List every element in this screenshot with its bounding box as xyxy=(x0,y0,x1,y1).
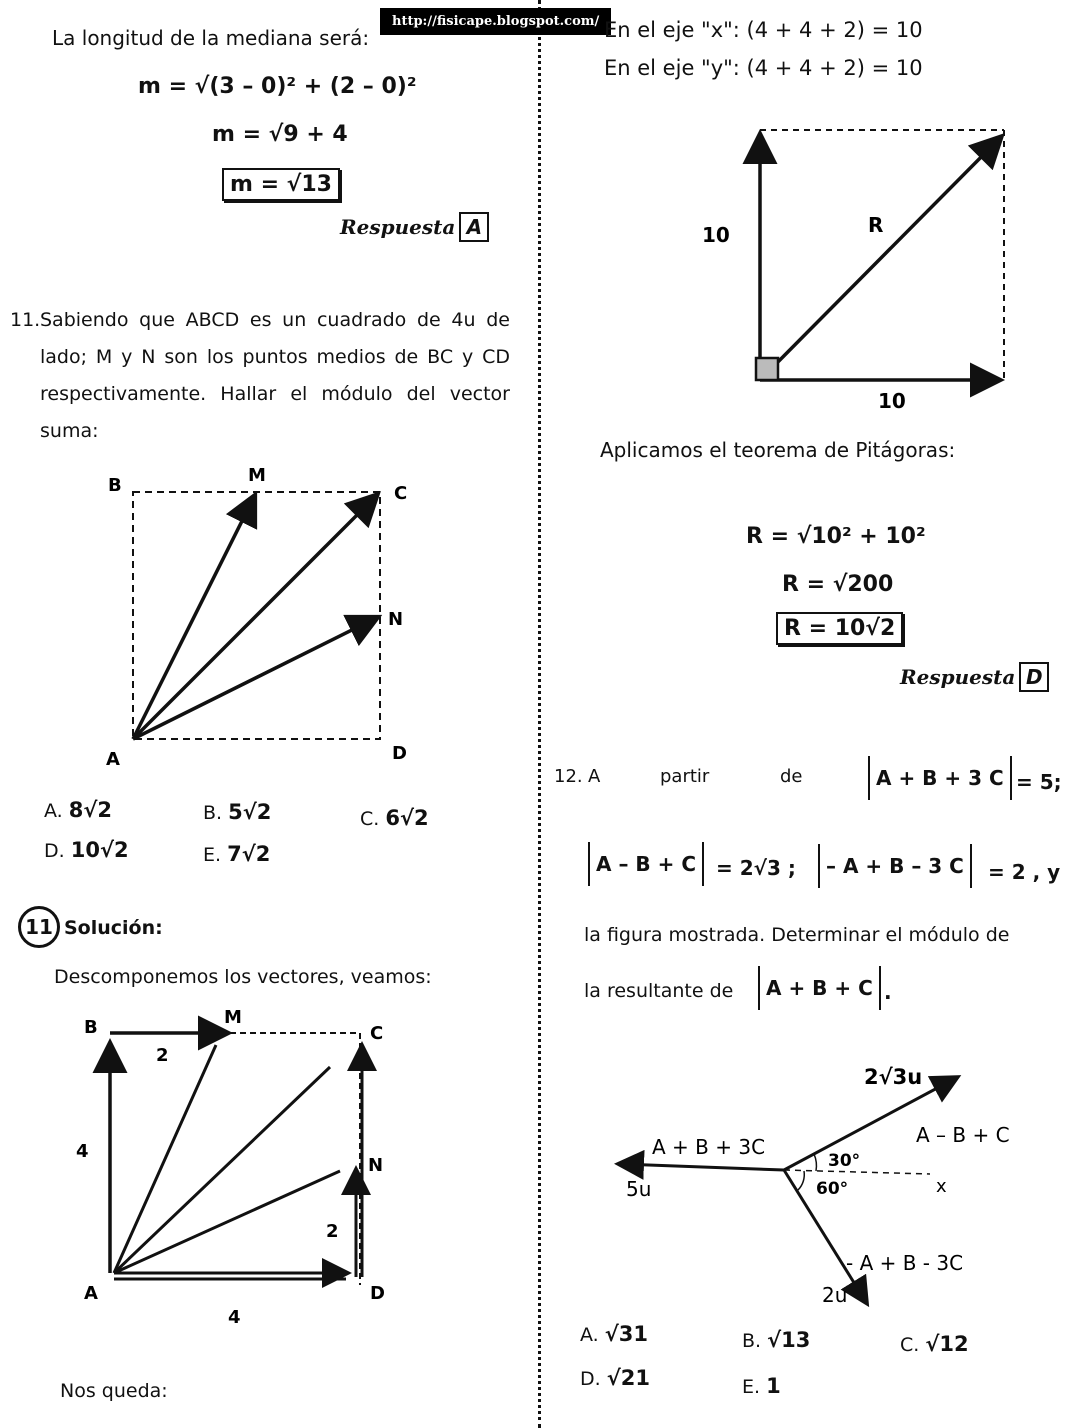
label-x-axis: x xyxy=(936,1176,947,1197)
problem-11-number: 11. xyxy=(10,309,41,331)
option-12-a[interactable]: A. √31 xyxy=(580,1322,648,1346)
equation-r-result: R = 10√2 xyxy=(776,612,903,645)
label-left-mag: 5u xyxy=(626,1177,652,1201)
label-angle-30: 30° xyxy=(828,1151,861,1171)
eje-y-line: En el eje "y": (4 + 4 + 2) = 10 xyxy=(604,56,923,80)
expr-4: A + B + C xyxy=(758,966,881,1010)
column-divider xyxy=(538,0,541,1428)
label-c: C xyxy=(370,1023,384,1044)
label-n: N xyxy=(388,609,404,630)
expr-1: A + B + 3 C xyxy=(868,756,1012,800)
vector-left xyxy=(620,1164,784,1170)
len-top: 2 xyxy=(156,1045,169,1066)
figure-resultant-r xyxy=(690,110,1030,420)
value-2: = 2√3 ; xyxy=(716,856,796,880)
problem-11-line: lado; M y N son los puntos medios de BC y CD xyxy=(40,346,510,368)
label-bottom-10: 10 xyxy=(878,389,906,413)
label-c: C xyxy=(394,483,408,504)
equation-m-1: m = √(3 – 0)² + (2 – 0)² xyxy=(138,74,417,99)
figure-12-vectors xyxy=(600,1056,1040,1326)
label-m: M xyxy=(248,465,266,486)
problem-12-word-partir: partir xyxy=(660,766,710,787)
len-left: 4 xyxy=(76,1141,89,1162)
expr-3: – A + B – 3 C xyxy=(818,844,972,888)
respuesta-1 xyxy=(340,212,489,242)
expr-4-end: . xyxy=(884,980,892,1004)
option-12-b[interactable]: B. √13 xyxy=(742,1328,811,1352)
solution-number-circle: 11 xyxy=(18,906,60,948)
problem-12-number: 12. xyxy=(554,766,583,787)
option-12-d[interactable]: D. √21 xyxy=(580,1366,650,1390)
arc-60 xyxy=(798,1171,804,1190)
equation-r-2: R = √200 xyxy=(782,572,894,597)
label-left-vec: A + B + 3C xyxy=(652,1135,766,1159)
blog-url-banner[interactable]: http://fisicape.blogspot.com/ xyxy=(380,8,611,35)
vector-ac xyxy=(133,496,376,739)
problem-12-line-fig: la figura mostrada. Determinar el módulo de xyxy=(584,924,1010,946)
option-11-a[interactable]: A. 8√2 xyxy=(44,798,112,822)
equation-m-result: m = √13 xyxy=(222,168,340,201)
respuesta-letter-box: D xyxy=(1019,662,1049,692)
right-angle-mark xyxy=(756,358,778,380)
option-11-e[interactable]: E. 7√2 xyxy=(203,842,271,866)
problem-11-line: respectivamente. Hallar el módulo del vector xyxy=(40,383,510,405)
faded-an xyxy=(114,1171,340,1273)
solution-11-line2: Nos queda: xyxy=(60,1380,168,1402)
equation-r-1: R = √10² + 10² xyxy=(746,524,926,549)
option-12-c[interactable]: C. √12 xyxy=(900,1332,969,1356)
respuesta-2 xyxy=(900,662,1049,692)
respuesta-label: Respuesta xyxy=(340,215,456,239)
option-11-d[interactable]: D. 10√2 xyxy=(44,838,129,862)
faded-am xyxy=(114,1045,216,1273)
label-left-10: 10 xyxy=(702,223,730,247)
option-11-b[interactable]: B. 5√2 xyxy=(203,800,272,824)
option-11-c[interactable]: C. 6√2 xyxy=(360,806,429,830)
label-d: D xyxy=(392,743,407,764)
label-m: M xyxy=(224,1007,242,1028)
label-down-mag: 2u xyxy=(822,1283,848,1307)
problem-11-text xyxy=(40,302,510,450)
problem-12-word-a: A xyxy=(588,766,601,787)
label-d: D xyxy=(370,1283,385,1304)
eje-x-line: En el eje "x": (4 + 4 + 2) = 10 xyxy=(604,18,923,42)
problem-12-line-res: la resultante de xyxy=(584,980,734,1002)
faded-ac xyxy=(114,1067,330,1273)
problem-11-line: suma: xyxy=(40,420,99,442)
len-right: 2 xyxy=(326,1221,339,1242)
label-r: R xyxy=(868,213,884,237)
label-b: B xyxy=(108,475,122,496)
equation-m-2: m = √9 + 4 xyxy=(212,122,348,147)
pitagoras-line: Aplicamos el teorema de Pitágoras: xyxy=(600,438,956,462)
label-top-mag: 2√3u xyxy=(864,1065,923,1089)
expr-2: A – B + C xyxy=(588,842,704,886)
value-1: = 5; xyxy=(1016,770,1062,794)
len-bottom: 4 xyxy=(228,1307,241,1328)
respuesta-letter-box: A xyxy=(459,212,489,242)
label-b: B xyxy=(84,1017,98,1038)
figure-11-square xyxy=(90,455,430,775)
vector-r xyxy=(760,138,1000,380)
figure-11-decomposition xyxy=(70,1005,410,1335)
value-3: = 2 , y xyxy=(988,860,1061,884)
solution-11-heading xyxy=(18,906,163,948)
mediana-intro: La longitud de la mediana será: xyxy=(52,26,370,50)
solution-11-line1: Descomponemos los vectores, veamos: xyxy=(54,966,432,988)
respuesta-label: Respuesta xyxy=(900,665,1016,689)
label-n: N xyxy=(368,1155,384,1176)
problem-11-line: Sabiendo que ABCD es un cuadrado de 4u de xyxy=(40,309,510,331)
label-angle-60: 60° xyxy=(816,1179,849,1199)
vector-am xyxy=(133,497,254,739)
vector-an xyxy=(133,618,376,739)
label-down-vec: - A + B - 3C xyxy=(846,1251,964,1275)
label-a: A xyxy=(106,749,120,770)
label-a: A xyxy=(84,1283,98,1304)
problem-12-word-de: de xyxy=(780,766,803,787)
label-top-vec: A – B + C xyxy=(916,1123,1010,1147)
solution-title: Solución: xyxy=(64,917,163,939)
option-12-e[interactable]: E. 1 xyxy=(742,1374,781,1398)
arc-30 xyxy=(814,1154,816,1171)
